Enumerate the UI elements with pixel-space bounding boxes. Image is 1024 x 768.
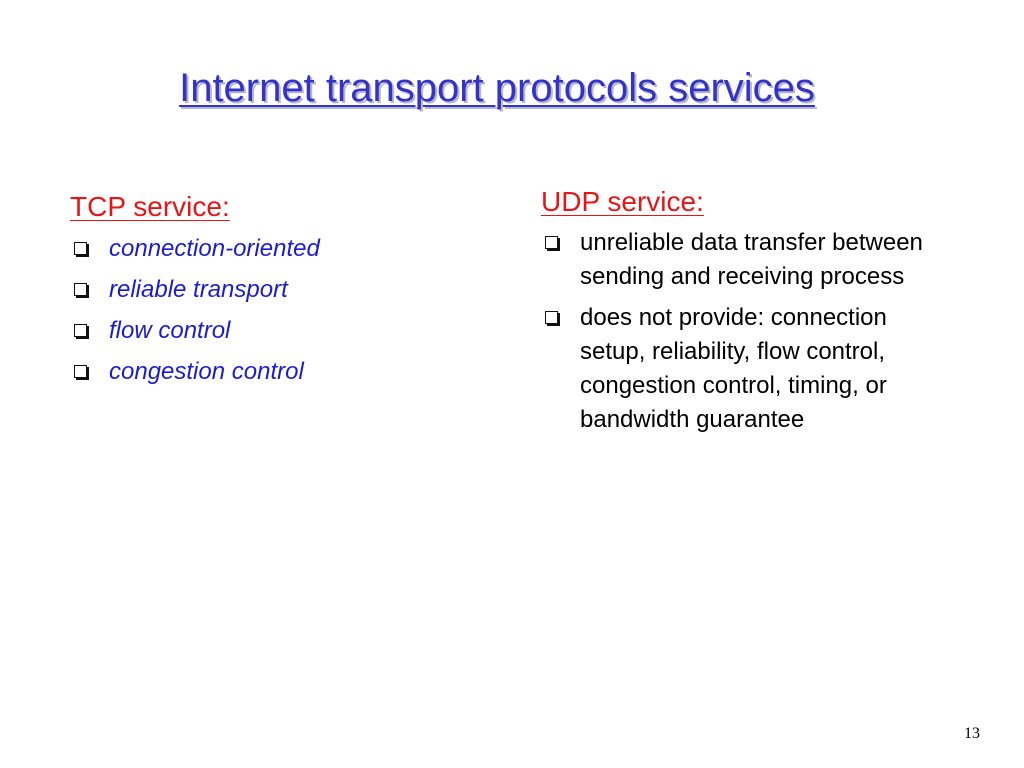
list-item-text: reliable transport xyxy=(109,276,288,303)
list-item xyxy=(70,272,490,308)
tcp-service-column xyxy=(70,190,490,395)
tcp-service-list xyxy=(70,231,490,390)
page-number: 13 xyxy=(964,725,980,742)
tcp-service-heading: TCP service: xyxy=(70,191,230,222)
list-item-text: connection-oriented xyxy=(109,235,320,262)
udp-service-heading: UDP service: xyxy=(541,186,704,217)
square-bullet-icon xyxy=(74,283,87,296)
list-item xyxy=(541,301,961,437)
square-bullet-icon xyxy=(74,242,87,255)
list-item-text: congestion control xyxy=(109,358,304,385)
list-item-text: does not provide: connection setup, reliability, flow control, congestion control, timing, or bandwidth guarantee xyxy=(580,304,887,433)
square-bullet-icon xyxy=(74,324,87,337)
square-bullet-icon xyxy=(545,236,558,249)
list-item xyxy=(70,313,490,349)
udp-service-column xyxy=(541,185,961,444)
square-bullet-icon xyxy=(545,311,558,324)
list-item xyxy=(70,354,490,390)
square-bullet-icon xyxy=(74,365,87,378)
slide-title: Internet transport protocols services xyxy=(179,66,815,110)
list-item-text: unreliable data transfer between sending and receiving process xyxy=(580,229,923,290)
list-item xyxy=(70,231,490,267)
udp-service-list xyxy=(541,226,961,437)
list-item xyxy=(541,226,961,294)
list-item-text: flow control xyxy=(109,317,231,344)
